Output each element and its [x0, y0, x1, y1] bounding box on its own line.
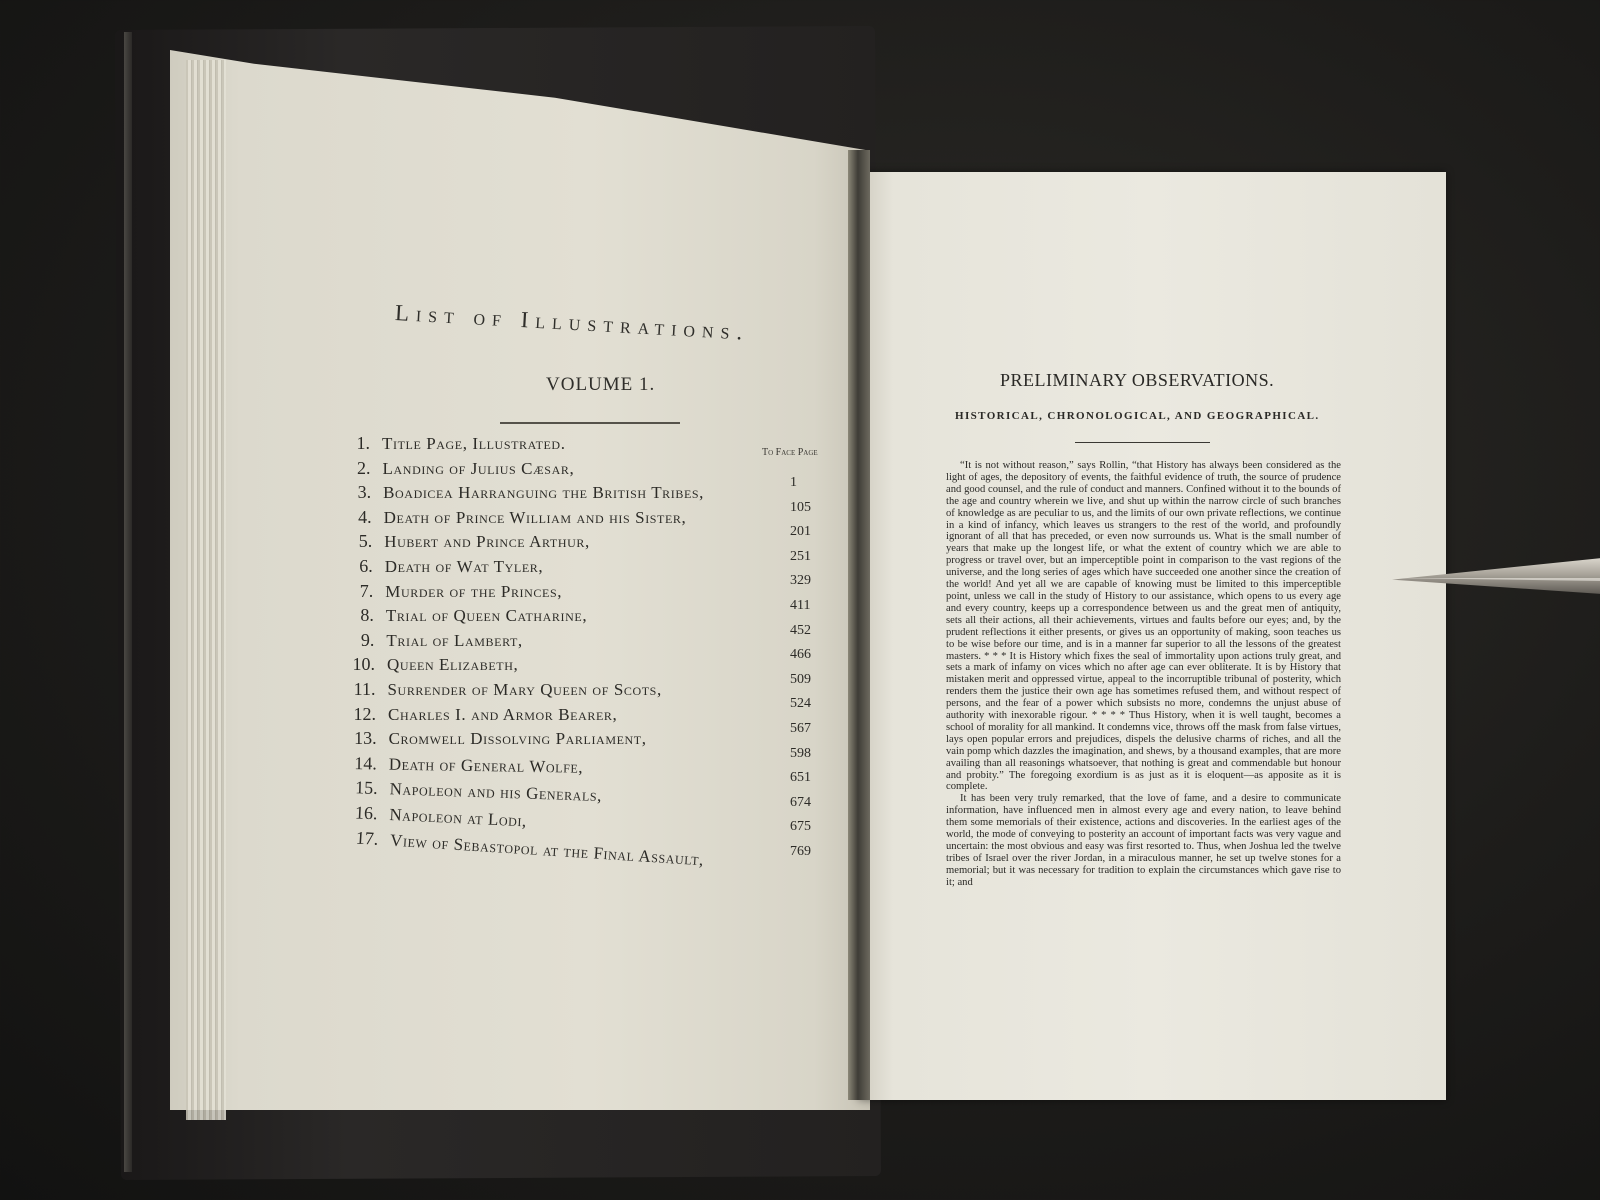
- preliminary-subtitle: HISTORICAL, CHRONOLOGICAL, AND GEOGRAPHICAL.: [955, 410, 1320, 422]
- entry-page-number: 251: [790, 548, 811, 564]
- entry-number: 4.: [358, 506, 372, 527]
- entry-page-number: 466: [790, 647, 811, 663]
- entry-page-number: 567: [790, 721, 811, 736]
- entry-title: Surrender of Mary Queen of Scots,: [387, 680, 662, 699]
- entry-title: Landing of Julius Cæsar,: [382, 458, 575, 478]
- entry-title: Napoleon and his Generals,: [389, 779, 603, 806]
- entry-number: 12.: [353, 703, 377, 724]
- entry-number: 6.: [359, 556, 373, 576]
- entry-page-number: 411: [790, 598, 811, 613]
- book-gutter: [848, 150, 870, 1100]
- decorative-rule: [500, 422, 680, 424]
- entry-number: 5.: [358, 531, 373, 552]
- entry-number: 9.: [360, 629, 375, 650]
- entry-page-number: 452: [790, 622, 811, 638]
- entry-title: Death of Wat Tyler,: [384, 557, 544, 576]
- entry-title: Cromwell Dissolving Parliament,: [388, 729, 647, 749]
- title-rule: [1075, 442, 1210, 443]
- entry-title: Queen Elizabeth,: [386, 655, 519, 675]
- entry-number: 13.: [354, 728, 377, 749]
- page-edges: [186, 60, 226, 1120]
- volume-heading: VOLUME 1.: [546, 374, 656, 395]
- entry-number: 17.: [355, 827, 379, 849]
- entry-page-number: 524: [790, 696, 811, 712]
- entry-title: Trial of Lambert,: [386, 630, 523, 650]
- to-face-page-label: To Face Page: [762, 447, 818, 458]
- entry-number: 2.: [357, 457, 371, 478]
- body-paragraph-1: “It is not without reason,” says Rollin, “that History has always been considered as the light of ages, the depository of events, the faithful evidence of truth, the source of prudence and good counsel, and the rule of conduct and manners. Confined without it to the bounds of the age and country wherein we live, and shut up within the narrow circle of such branches of knowledge as are peculiar to us, and the limits of our own private reflections, we continue in a kind of infancy, which leaves us strangers to the rest of the world, and profoundly ignorant of all that has preceded, or even now surrounds us. What is the small number of years that make up the longest life, or what the extent of country which we are able to progress or travel over, but an imperceptible point in comparison to the vast regions of the universe, and the long series of ages which have succeeded one another since the creation of the world! And yet all we are capable of knowing must be limited to this imperceptible point, unless we call in the study of History to our assistance, which opens to us every age and every country, keeps up a correspondence between us and the great men of antiquity, sets all their actions, all their achievements, virtues and faults before our eyes; and, by the prudent reflections it either presents, or gives us an opportunity of making, soon teaches us to be wise before our time, and is in a manner far superior to all the lessons of the greatest masters. * * * It is History which fixes the seal of immortality upon actions truly great, and sets a mark of infamy on vices which no after age can ever obliterate. It is by History that mistaken merit and oppressed virtue, appeal to the incorruptible tribunal of posterity, which renders them the justice their own age has sometimes refused them, and without respect of persons, and the fear of a power which subsists no more, condemns the unjust abuse of authority with inexorable rigour. * * * * Thus History, when it is well taught, becomes a school of morality for all mankind. It condemns vice, throws off the mask from false virtues, lays open popular errors and prejudices, dispels the delusive charms of riches, and all the vain pomp which dazzles the imagination, and shews, by a thousand examples, that are more availing than all reasonings whatsoever, that nothing is great and commendable but honour and probity.” The foregoing exordium is as just as it is eloquent—as apposite as it is complete.: [946, 460, 1341, 793]
- cover-edge: [124, 32, 132, 1172]
- entry-number: 10.: [352, 654, 375, 675]
- entry-page-number: 329: [790, 573, 811, 589]
- entry-title: View of Sebastopol at the Final Assault,: [389, 830, 705, 869]
- entry-page-number: 651: [790, 770, 811, 786]
- entry-title: Trial of Queen Catharine,: [385, 606, 588, 626]
- entry-title: Hubert and Prince Arthur,: [384, 532, 590, 552]
- entry-title: Title Page, Illustrated.: [382, 434, 566, 453]
- entry-page-number: 1: [790, 475, 797, 490]
- entry-title: Napoleon at Lodi,: [389, 804, 528, 831]
- entry-title: Charles I. and Armor Bearer,: [388, 704, 618, 724]
- entry-number: 7.: [359, 580, 374, 601]
- preliminary-body-text: [946, 460, 1341, 889]
- preliminary-observations-title: PRELIMINARY OBSERVATIONS.: [1000, 370, 1275, 390]
- entry-number: 8.: [360, 605, 374, 626]
- entry-number: 16.: [354, 802, 379, 824]
- entry-page-number: 598: [790, 745, 811, 761]
- entry-title: Death of Prince William and his Sister,: [383, 507, 687, 527]
- entry-page-number: 201: [790, 524, 811, 540]
- entry-title: Murder of the Princes,: [385, 581, 563, 601]
- entry-title: Death of General Wolfe,: [388, 754, 584, 777]
- entry-title: Boadicea Harranguing the British Tribes,: [383, 483, 705, 503]
- entry-number: 11.: [353, 679, 376, 699]
- entry-number: 15.: [354, 777, 378, 799]
- list-of-illustrations-heading: List of Illustrations.: [394, 300, 750, 345]
- left-page: [170, 50, 870, 1110]
- entry-page-number: 674: [790, 794, 811, 810]
- entry-page-number: 105: [790, 499, 811, 515]
- entry-number: 14.: [354, 752, 378, 774]
- entry-number: 3.: [357, 482, 372, 503]
- entry-page-number: 769: [790, 844, 811, 859]
- body-paragraph-2: It has been very truly remarked, that the love of fame, and a desire to communicate information, have influenced men in almost every age and every nation, to leave behind them some memorials of their existence, actions and discoveries. In the earliest ages of the world, the mode of conveying to posterity an account of important facts was very vague and uncertain: the most obvious and easy was first resorted to. Thus, when Joshua led the twelve tribes of Israel over the river Jordan, in a miraculous manner, he set up twelve stones for a memorial; but it was necessary for tradition to explain the circumstances which gave rise to it; and: [946, 793, 1341, 888]
- entry-number: 1.: [356, 433, 370, 453]
- entry-page-number: 509: [790, 671, 811, 687]
- entry-page-number: 675: [790, 819, 811, 835]
